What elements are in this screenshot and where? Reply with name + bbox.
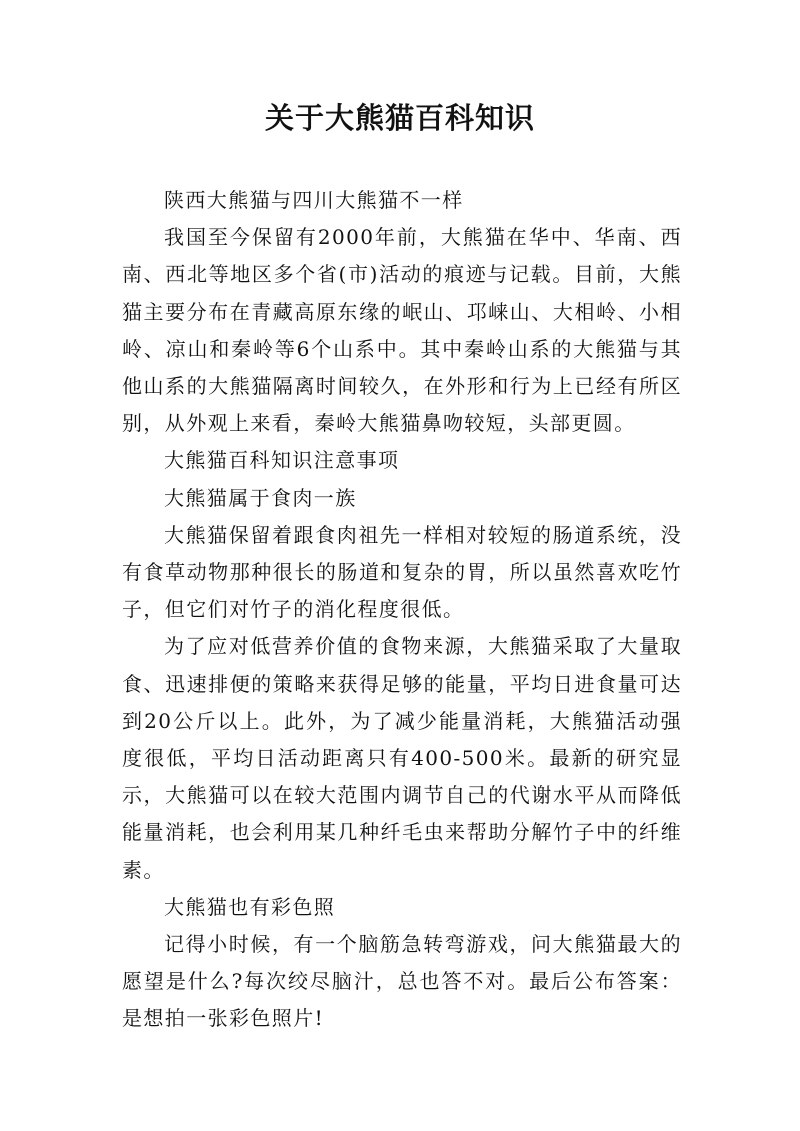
paragraph-distribution: 我国至今保留有2000年前，大熊猫在华中、华南、西南、西北等地区多个省(市)活动的痕迹与记载。目前，大熊猫主要分布在青藏高原东缘的岷山、邛崃山、大相岭、小相岭、凉山和秦岭等6个山系中。其中秦岭山系的大熊猫与其他山系的大熊猫隔离时间较久，在外形和行为上已经有所区别，从外观上来看，秦岭大熊猫鼻吻较短，头部更圆。 <box>122 225 682 436</box>
subheading-color-photo: 大熊猫也有彩色照 <box>164 894 336 919</box>
subheading-carnivore: 大熊猫属于食肉一族 <box>164 485 357 510</box>
paragraph-energy: 为了应对低营养价值的食物来源，大熊猫采取了大量取食、迅速排便的策略来获得足够的能量，平均日进食量可达到20公斤以上。此外，为了减少能量消耗，大熊猫活动强度很低，平均日活动距离只有400-500米。最新的研究显示，大熊猫可以在较大范围内调节自己的代谢水平从而降低能量消耗，也会利用某几种纤毛虫来帮助分解竹子中的纤维素。 <box>122 634 682 882</box>
paragraph-riddle: 记得小时候，有一个脑筋急转弯游戏，问大熊猫最大的愿望是什么?每次绞尽脑汁，总也答不对。最后公布答案：是想拍一张彩色照片! <box>122 932 682 1031</box>
subheading-shaanxi-vs-sichuan: 陕西大熊猫与四川大熊猫不一样 <box>164 188 464 212</box>
subheading-notes: 大熊猫百科知识注意事项 <box>164 448 400 473</box>
paragraph-digestion: 大熊猫保留着跟食肉祖先一样相对较短的肠道系统，没有食草动物那种很长的肠道和复杂的胃，所以虽然喜欢吃竹子，但它们对竹子的消化程度很低。 <box>122 522 682 622</box>
document-title: 关于大熊猫百科知识 <box>264 101 535 135</box>
document-body <box>122 182 682 1038</box>
